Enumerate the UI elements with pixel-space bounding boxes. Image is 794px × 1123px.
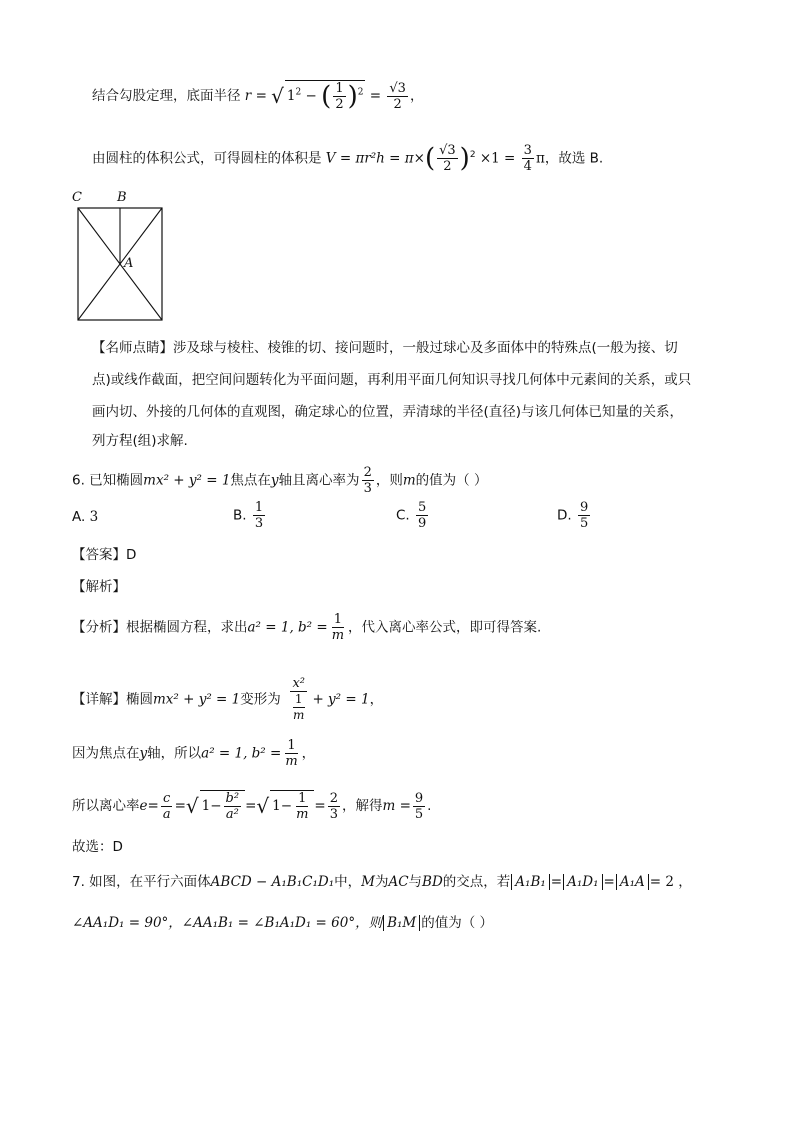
radius-var: r (244, 88, 252, 104)
fraction-2-3: $\frac{2}{3}$ (363, 465, 372, 496)
radius-text: 结合勾股定理，底面半径 (92, 88, 241, 104)
option-d[interactable]: D. $\frac{9}{5}$ (557, 500, 589, 531)
tip-line-4: 列方程(组)求解. (92, 433, 188, 449)
fenxi-line: 【分析】根据椭圆方程，求出a² = 1, b² = $\frac{1}{m}$ ，代入离心率公式，即可得答案. (72, 612, 542, 643)
vector-abs-b1m: B₁M (383, 915, 420, 931)
xiangjie-line: 【详解】椭圆mx² + y² = 1变形为 $\frac{\text{x²}}{\frac{1}{m}}$ + y² = 1， (72, 676, 384, 722)
option-a[interactable]: A. 3 (72, 509, 99, 525)
vector-abs-2: A₁D₁ (563, 874, 602, 890)
option-c[interactable]: C. $\frac{5}{9}$ (396, 500, 427, 531)
fraction-3-4: $\frac{3}{4}$ (523, 143, 532, 174)
figure-svg (68, 190, 168, 322)
tip-line-1: 【名师点睛】涉及球与棱柱、棱锥的切、接问题时，一般过球心及多面体中的特殊点(一般为接、切 (92, 340, 678, 356)
cylinder-section-figure (68, 190, 168, 322)
sqrt-body: $1^2$ − ( $\frac{1}{2}$ )$^2$ (286, 81, 364, 112)
line-radius: 结合勾股定理，底面半径 r = √ $1^2$ − ( $\frac{1}{2}$ )$^2$ = $\frac{√3}{2}$ ， (92, 80, 424, 112)
eccentricity-line: 所以离心率e= $\frac{c}{a}$ =√ 1− $\frac{\text{b²}}{\text{a²}}$ =√ 1− $\frac{1}{m}$ = $\frac{2}{3}$ ，解得m = $\frac{9}{5}$ . (72, 790, 432, 822)
nested-fraction: $\frac{\text{x²}}{\frac{1}{m}}$ (292, 676, 306, 722)
option-b[interactable]: B. $\frac{1}{3}$ (233, 500, 264, 531)
fraction-sqrt3-2: $\frac{√3}{2}$ (439, 143, 456, 174)
analysis-line: 【解析】 (72, 579, 126, 595)
question-7-line-1: 7. 如图，在平行六面体ABCD − A₁B₁C₁D₁中，M为AC与BD的交点，若 A₁B₁ = A₁D₁ = A₁A = 2 ， (72, 874, 692, 890)
answer-line: 【答案】D (72, 547, 137, 563)
vector-abs-1: A₁B₁ (511, 874, 550, 890)
pick-line: 故选：D (72, 839, 123, 855)
tip-line-3: 画内切、外接的几何体的直观图，确定球心的位置，弄清球的半径(直径)与该几何体已知量的关系， (92, 404, 684, 420)
label-b: B (117, 190, 127, 205)
focus-line: 因为焦点在y轴，所以a² = 1, b² = $\frac{1}{m}$ ， (72, 738, 316, 769)
tip-line-2: 点)或线作截面，把空间问题转化为平面问题，再利用平面几何知识寻找几何体中元素间的关系，或只 (92, 372, 692, 388)
fraction-result: $\frac{√3}{2}$ (389, 80, 406, 112)
question-7-line-2: ∠AA₁D₁ = 90°，∠AA₁B₁ = ∠B₁A₁D₁ = 60°，则 B₁M 的值为（ ） (72, 915, 494, 931)
fraction-half: $\frac{1}{2}$ (335, 81, 344, 112)
label-c: C (72, 190, 82, 205)
label-a: A (124, 256, 134, 271)
volume-text: 由圆柱的体积公式，可得圆柱的体积是 (92, 150, 322, 167)
sqrt-sign: √ (271, 84, 284, 108)
vector-abs-3: A₁A (616, 874, 649, 890)
question-6: 6. 已知椭圆mx² + y² = 1焦点在y轴且离心率为 $\frac{2}{3}$ ，则m的值为（ ） (72, 465, 488, 496)
line-volume: 由圆柱的体积公式，可得圆柱的体积是 V = πr²h = π×( $\frac{√3}{2}$ )$^2$ ×1 = $\frac{3}{4}$ π，故选 B. (92, 143, 604, 174)
volume-expr: V = πr²h = π× (325, 150, 425, 167)
